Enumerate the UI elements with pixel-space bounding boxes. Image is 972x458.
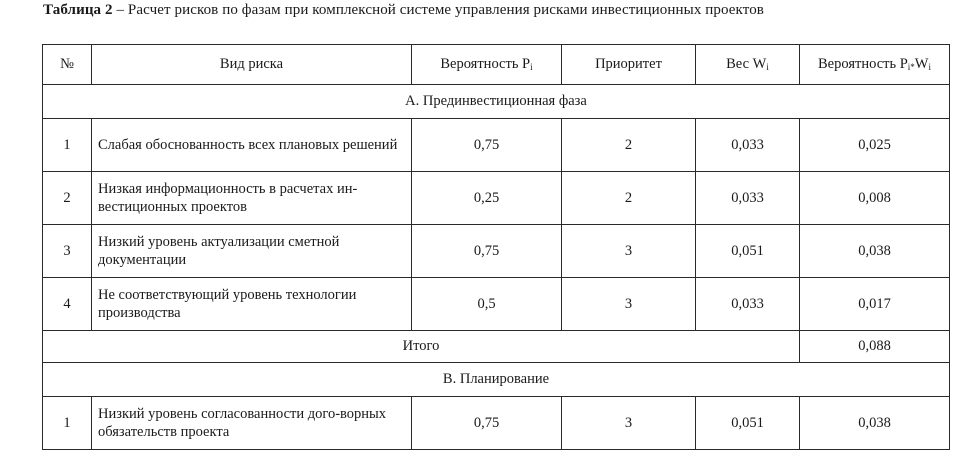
table-row — [43, 278, 950, 331]
row-product: 0,025 — [800, 119, 950, 172]
total-row — [43, 331, 950, 363]
row-num: 4 — [43, 278, 92, 331]
header-row — [43, 45, 950, 85]
row-weight: 0,033 — [696, 119, 800, 172]
row-probability: 0,75 — [412, 397, 562, 450]
caption-text: – Расчет рисков по фазам при комплексной системе управления рисками инвестиционных проектов — [112, 2, 764, 18]
header-weight-sub: i — [766, 62, 769, 72]
row-weight: 0,033 — [696, 172, 800, 225]
row-priority: 3 — [562, 225, 696, 278]
row-priority: 3 — [562, 278, 696, 331]
row-product: 0,038 — [800, 225, 950, 278]
total-label: Итого — [43, 331, 800, 363]
header-priority: Приоритет — [562, 45, 696, 85]
row-num: 2 — [43, 172, 92, 225]
header-num: № — [43, 45, 92, 85]
table-row — [43, 397, 950, 450]
row-risk-name: Не соответствующий уровень технологии производства — [92, 278, 412, 331]
row-weight: 0,033 — [696, 278, 800, 331]
header-product-tail: W — [914, 56, 929, 72]
row-probability: 0,75 — [412, 225, 562, 278]
header-weight — [696, 45, 800, 85]
header-product-tail-sub: i — [928, 62, 931, 72]
phase-row — [43, 363, 950, 397]
row-probability: 0,75 — [412, 119, 562, 172]
row-weight: 0,051 — [696, 225, 800, 278]
phase-a-title: А. Прединвестиционная фаза — [43, 85, 950, 119]
row-priority: 3 — [562, 397, 696, 450]
table-row — [43, 172, 950, 225]
header-probability-text: Вероятность P — [440, 56, 531, 72]
header-probability — [412, 45, 562, 85]
row-product: 0,038 — [800, 397, 950, 450]
risk-table — [42, 44, 950, 450]
caption-label: Таблица 2 — [43, 2, 113, 18]
row-product: 0,008 — [800, 172, 950, 225]
header-product-sub: i* — [907, 62, 915, 72]
row-priority: 2 — [562, 119, 696, 172]
header-product-text: Вероятность P — [817, 56, 908, 72]
row-product: 0,017 — [800, 278, 950, 331]
phase-row — [43, 85, 950, 119]
total-value: 0,088 — [800, 331, 950, 363]
header-risk-type: Вид риска — [92, 45, 412, 85]
row-probability: 0,5 — [412, 278, 562, 331]
row-probability: 0,25 — [412, 172, 562, 225]
header-weight-text: Вес W — [726, 56, 767, 72]
row-num: 1 — [43, 119, 92, 172]
phase-b-title: В. Планирование — [43, 363, 950, 397]
row-priority: 2 — [562, 172, 696, 225]
row-num: 3 — [43, 225, 92, 278]
row-num: 1 — [43, 397, 92, 450]
row-weight: 0,051 — [696, 397, 800, 450]
row-risk-name: Низкая информационность в расчетах ин-вестиционных проектов — [92, 172, 412, 225]
header-product — [800, 45, 950, 85]
table-caption — [43, 0, 764, 20]
header-probability-sub: i — [530, 62, 533, 72]
table-row — [43, 225, 950, 278]
row-risk-name: Низкий уровень согласованности дого-ворных обязательств проекта — [92, 397, 412, 450]
row-risk-name: Слабая обоснованность всех плановых решений — [92, 119, 412, 172]
row-risk-name: Низкий уровень актуализации сметной документации — [92, 225, 412, 278]
table-row — [43, 119, 950, 172]
